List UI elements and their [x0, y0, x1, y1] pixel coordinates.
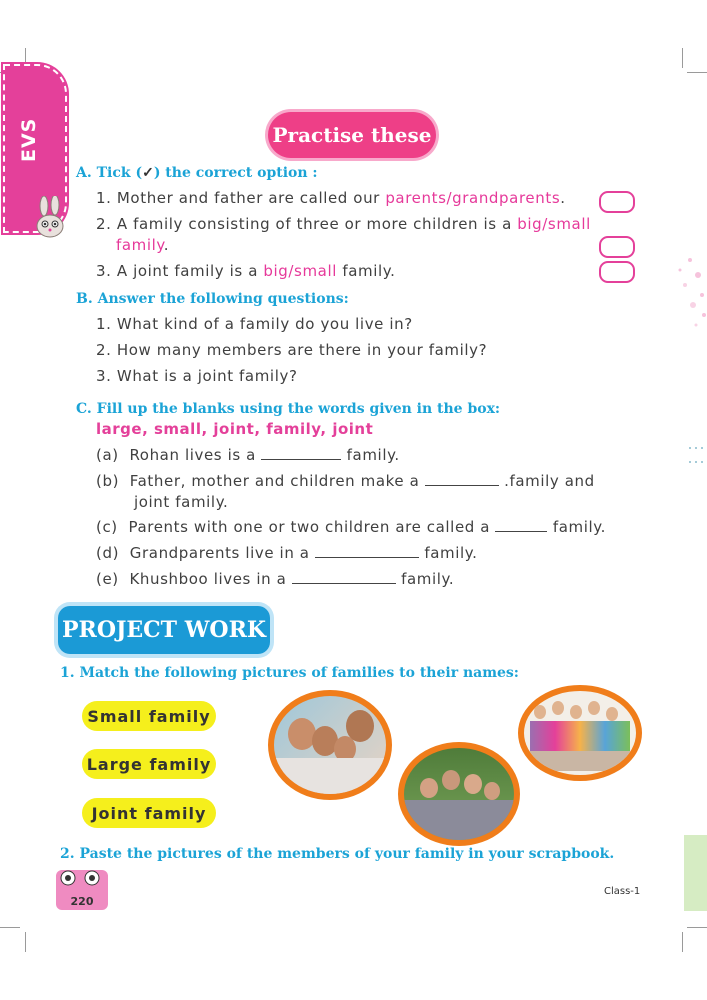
tick-box[interactable]	[599, 261, 635, 283]
page-number: 220	[70, 895, 94, 908]
crop-mark	[682, 48, 683, 68]
section-c-title: C. Fill up the blanks using the words given in the box:	[76, 401, 501, 417]
crop-mark	[0, 927, 20, 928]
joint-family-photo[interactable]	[518, 685, 642, 781]
blank-d: (d) Grandparents live in a family.	[96, 544, 478, 562]
project-q1: 1. Match the following pictures of families to their names:	[60, 665, 519, 681]
evs-tab-label: EVS	[18, 117, 40, 162]
blank-line[interactable]	[315, 544, 419, 558]
blank-e: (e) Khushboo lives in a family.	[96, 570, 455, 588]
blank-line[interactable]	[425, 472, 499, 486]
question-a1: 1. Mother and father are called our parents/grandparents.	[96, 189, 566, 207]
small-family-photo[interactable]	[268, 690, 392, 800]
crop-mark	[25, 932, 26, 952]
tick-box[interactable]	[599, 191, 635, 213]
blank-c: (c) Parents with one or two children are called a family.	[96, 518, 606, 536]
crop-mark	[682, 932, 683, 952]
blank-a: (a) Rohan lives is a family.	[96, 446, 400, 464]
dot-decoration	[686, 440, 706, 470]
blank-b-cont: joint family.	[134, 493, 229, 511]
side-green-bar	[684, 835, 707, 911]
label-joint-family[interactable]: Joint family	[82, 798, 216, 828]
question-a2: 2. A family consisting of three or more children is a big/small	[96, 215, 591, 233]
label-large-family[interactable]: Large family	[82, 749, 216, 779]
class-label: Class-1	[604, 886, 641, 897]
section-b-title: B. Answer the following questions:	[76, 291, 349, 307]
speckle-decoration	[660, 240, 707, 340]
word-box: large, small, joint, family, joint	[96, 420, 374, 438]
blank-line[interactable]	[495, 518, 547, 532]
bunny-mascot-icon	[28, 196, 72, 242]
question-b2: 2. How many members are there in your family?	[96, 341, 488, 359]
crop-mark	[687, 927, 707, 928]
large-family-photo[interactable]	[398, 742, 520, 846]
project-q2: 2. Paste the pictures of the members of your family in your scrapbook.	[60, 846, 615, 862]
question-b1: 1. What kind of a family do you live in?	[96, 315, 413, 333]
question-a2-cont: family.	[116, 236, 170, 254]
label-small-family[interactable]: Small family	[82, 701, 216, 731]
section-a-title: A. Tick (✓) the correct option :	[76, 165, 318, 181]
project-work-heading: PROJECT WORK	[58, 606, 270, 654]
practise-heading: Practise these	[268, 112, 436, 158]
tick-box[interactable]	[599, 236, 635, 258]
blank-line[interactable]	[261, 446, 341, 460]
crop-mark	[687, 72, 707, 73]
blank-b: (b) Father, mother and children make a .family and	[96, 472, 595, 490]
question-b3: 3. What is a joint family?	[96, 367, 298, 385]
page-eyes-icon	[58, 868, 106, 888]
question-a3: 3. A joint family is a big/small family.	[96, 262, 396, 280]
tick-icon: ✓	[142, 165, 154, 181]
blank-line[interactable]	[292, 570, 396, 584]
